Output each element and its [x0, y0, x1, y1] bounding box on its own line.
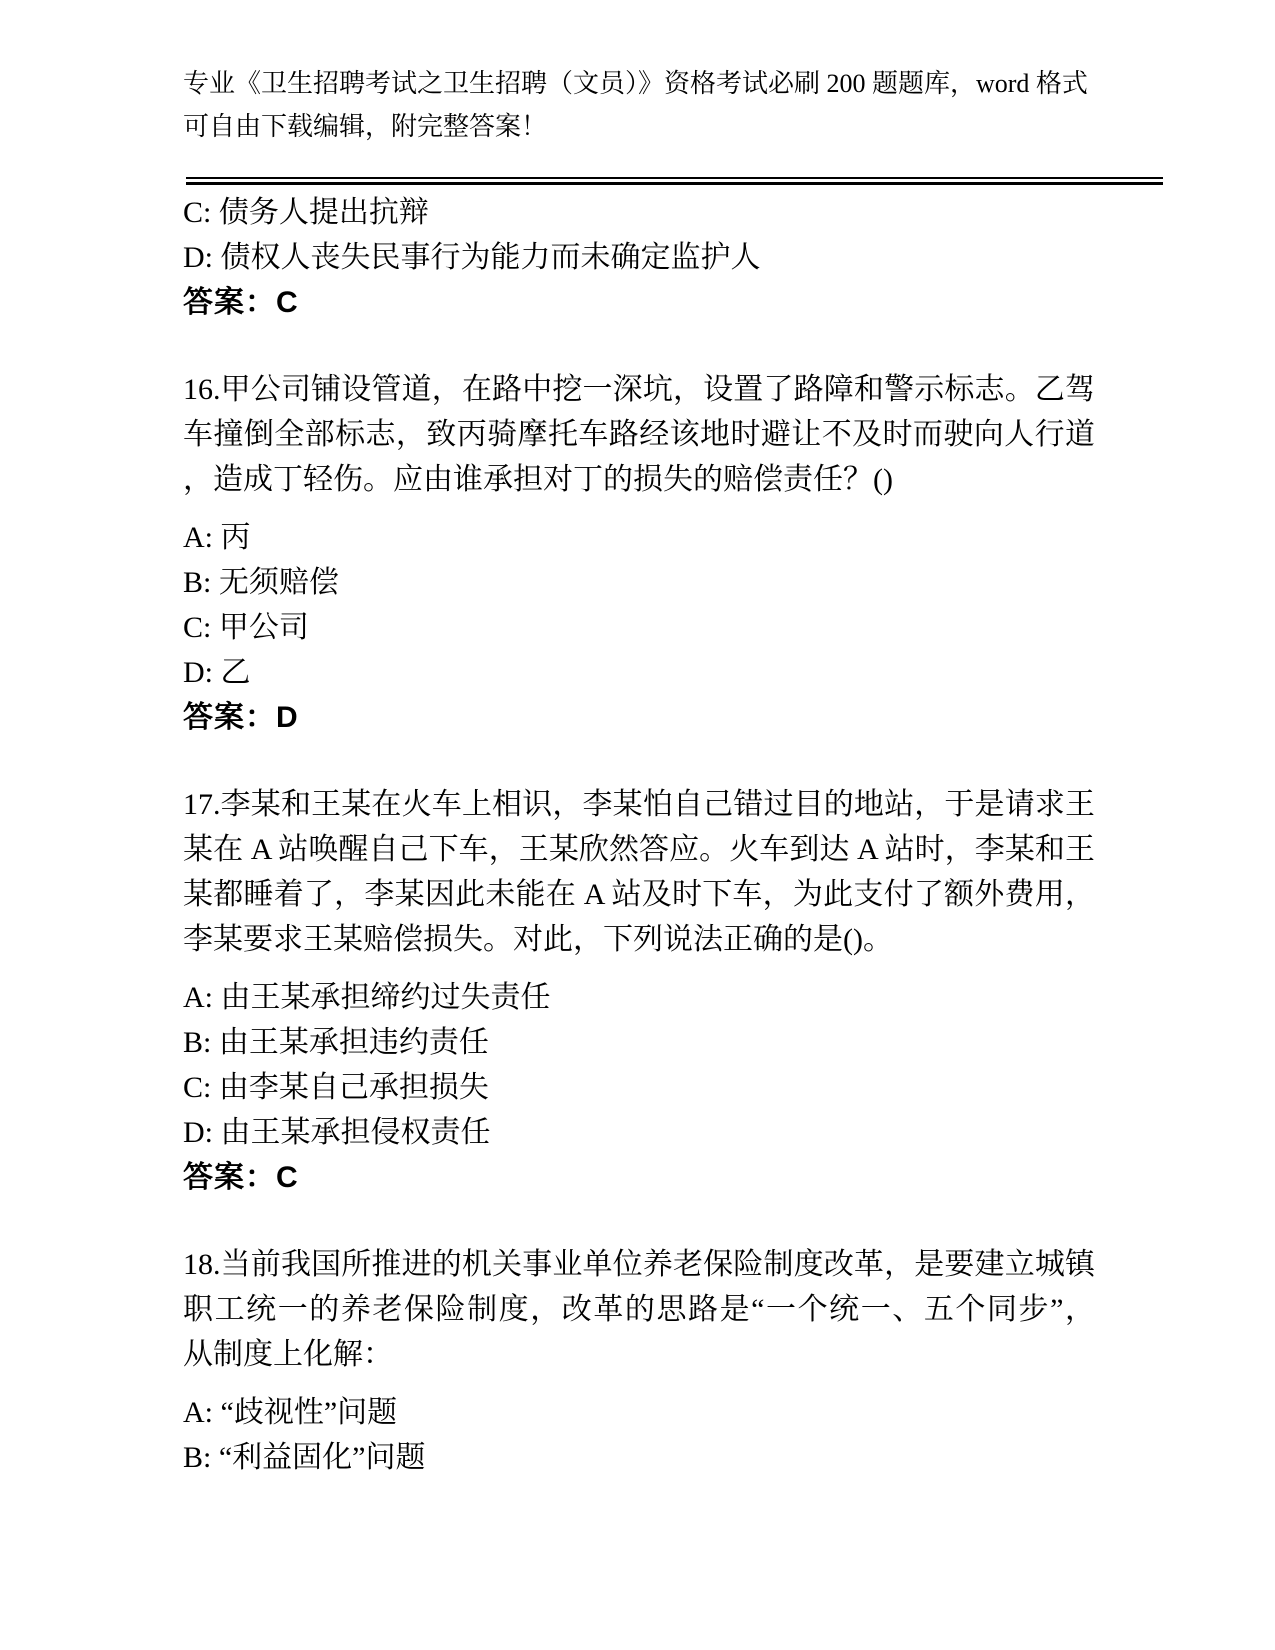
option-line: C: 债务人提出抗辩: [183, 196, 429, 229]
question-line: 16.甲公司铺设管道，在路中挖一深坑，设置了路障和警示标志。乙驾: [183, 373, 1095, 406]
question-line: 李某要求王某赔偿损失。对此，下列说法正确的是()。: [183, 923, 893, 956]
header-title-line-1: 专业《卫生招聘考试之卫生招聘（文员）》资格考试必刷 200 题题库，word 格式: [183, 69, 1088, 98]
option-line: D: 乙: [183, 656, 251, 689]
option-line: A: 丙: [183, 521, 251, 554]
question-line: 某都睡着了，李某因此未能在 A 站及时下车，为此支付了额外费用，: [183, 878, 1095, 911]
option-line: B: “利益固化”问题: [183, 1441, 426, 1474]
question-line: 某在 A 站唤醒自己下车，王某欣然答应。火车到达 A 站时，李某和王: [183, 833, 1095, 866]
option-line: D: 债权人丧失民事行为能力而未确定监护人: [183, 241, 761, 274]
answer-line: 答案：C: [183, 1161, 299, 1194]
question-line: 从制度上化解：: [183, 1338, 393, 1371]
question-16-options: [183, 515, 1095, 695]
question-17-text: [183, 782, 1095, 962]
option-line: B: 由王某承担违约责任: [183, 1026, 489, 1059]
question-block-17: [183, 782, 1095, 1200]
option-line: C: 甲公司: [183, 611, 309, 644]
header-title-line-2: 可自由下载编辑，附完整答案！: [183, 112, 548, 141]
question-line: 18.当前我国所推进的机关事业单位养老保险制度改革，是要建立城镇: [183, 1248, 1095, 1281]
continuation-block: [183, 190, 1095, 325]
option-line: B: 无须赔偿: [183, 566, 339, 599]
question-line: 17.李某和王某在火车上相识，李某怕自己错过目的地站，于是请求王: [183, 788, 1095, 821]
question-line: 车撞倒全部标志，致丙骑摩托车路经该地时避让不及时而驶向人行道: [183, 418, 1095, 451]
option-line: A: “歧视性”问题: [183, 1396, 398, 1429]
option-line: C: 由李某自己承担损失: [183, 1071, 489, 1104]
page-header: [183, 62, 1140, 148]
question-18-options: [183, 1390, 1095, 1480]
question-18-text: [183, 1242, 1095, 1377]
answer-line: 答案：D: [183, 701, 299, 734]
question-16-text: [183, 367, 1095, 502]
option-line: A: 由王某承担缔约过失责任: [183, 981, 551, 1014]
question-17-options: [183, 975, 1095, 1155]
question-block-16: [183, 367, 1095, 740]
answer-line: 答案：C: [183, 286, 299, 319]
question-block-18: [183, 1242, 1095, 1480]
document-body: [183, 190, 1095, 1480]
option-line: D: 由王某承担侵权责任: [183, 1116, 491, 1149]
header-rule-divider: [186, 177, 1163, 185]
question-line: 职工统一的养老保险制度，改革的思路是“一个统一、五个同步”，: [183, 1293, 1095, 1326]
question-line: ，造成丁轻伤。应由谁承担对丁的损失的赔偿责任？(): [183, 463, 893, 496]
